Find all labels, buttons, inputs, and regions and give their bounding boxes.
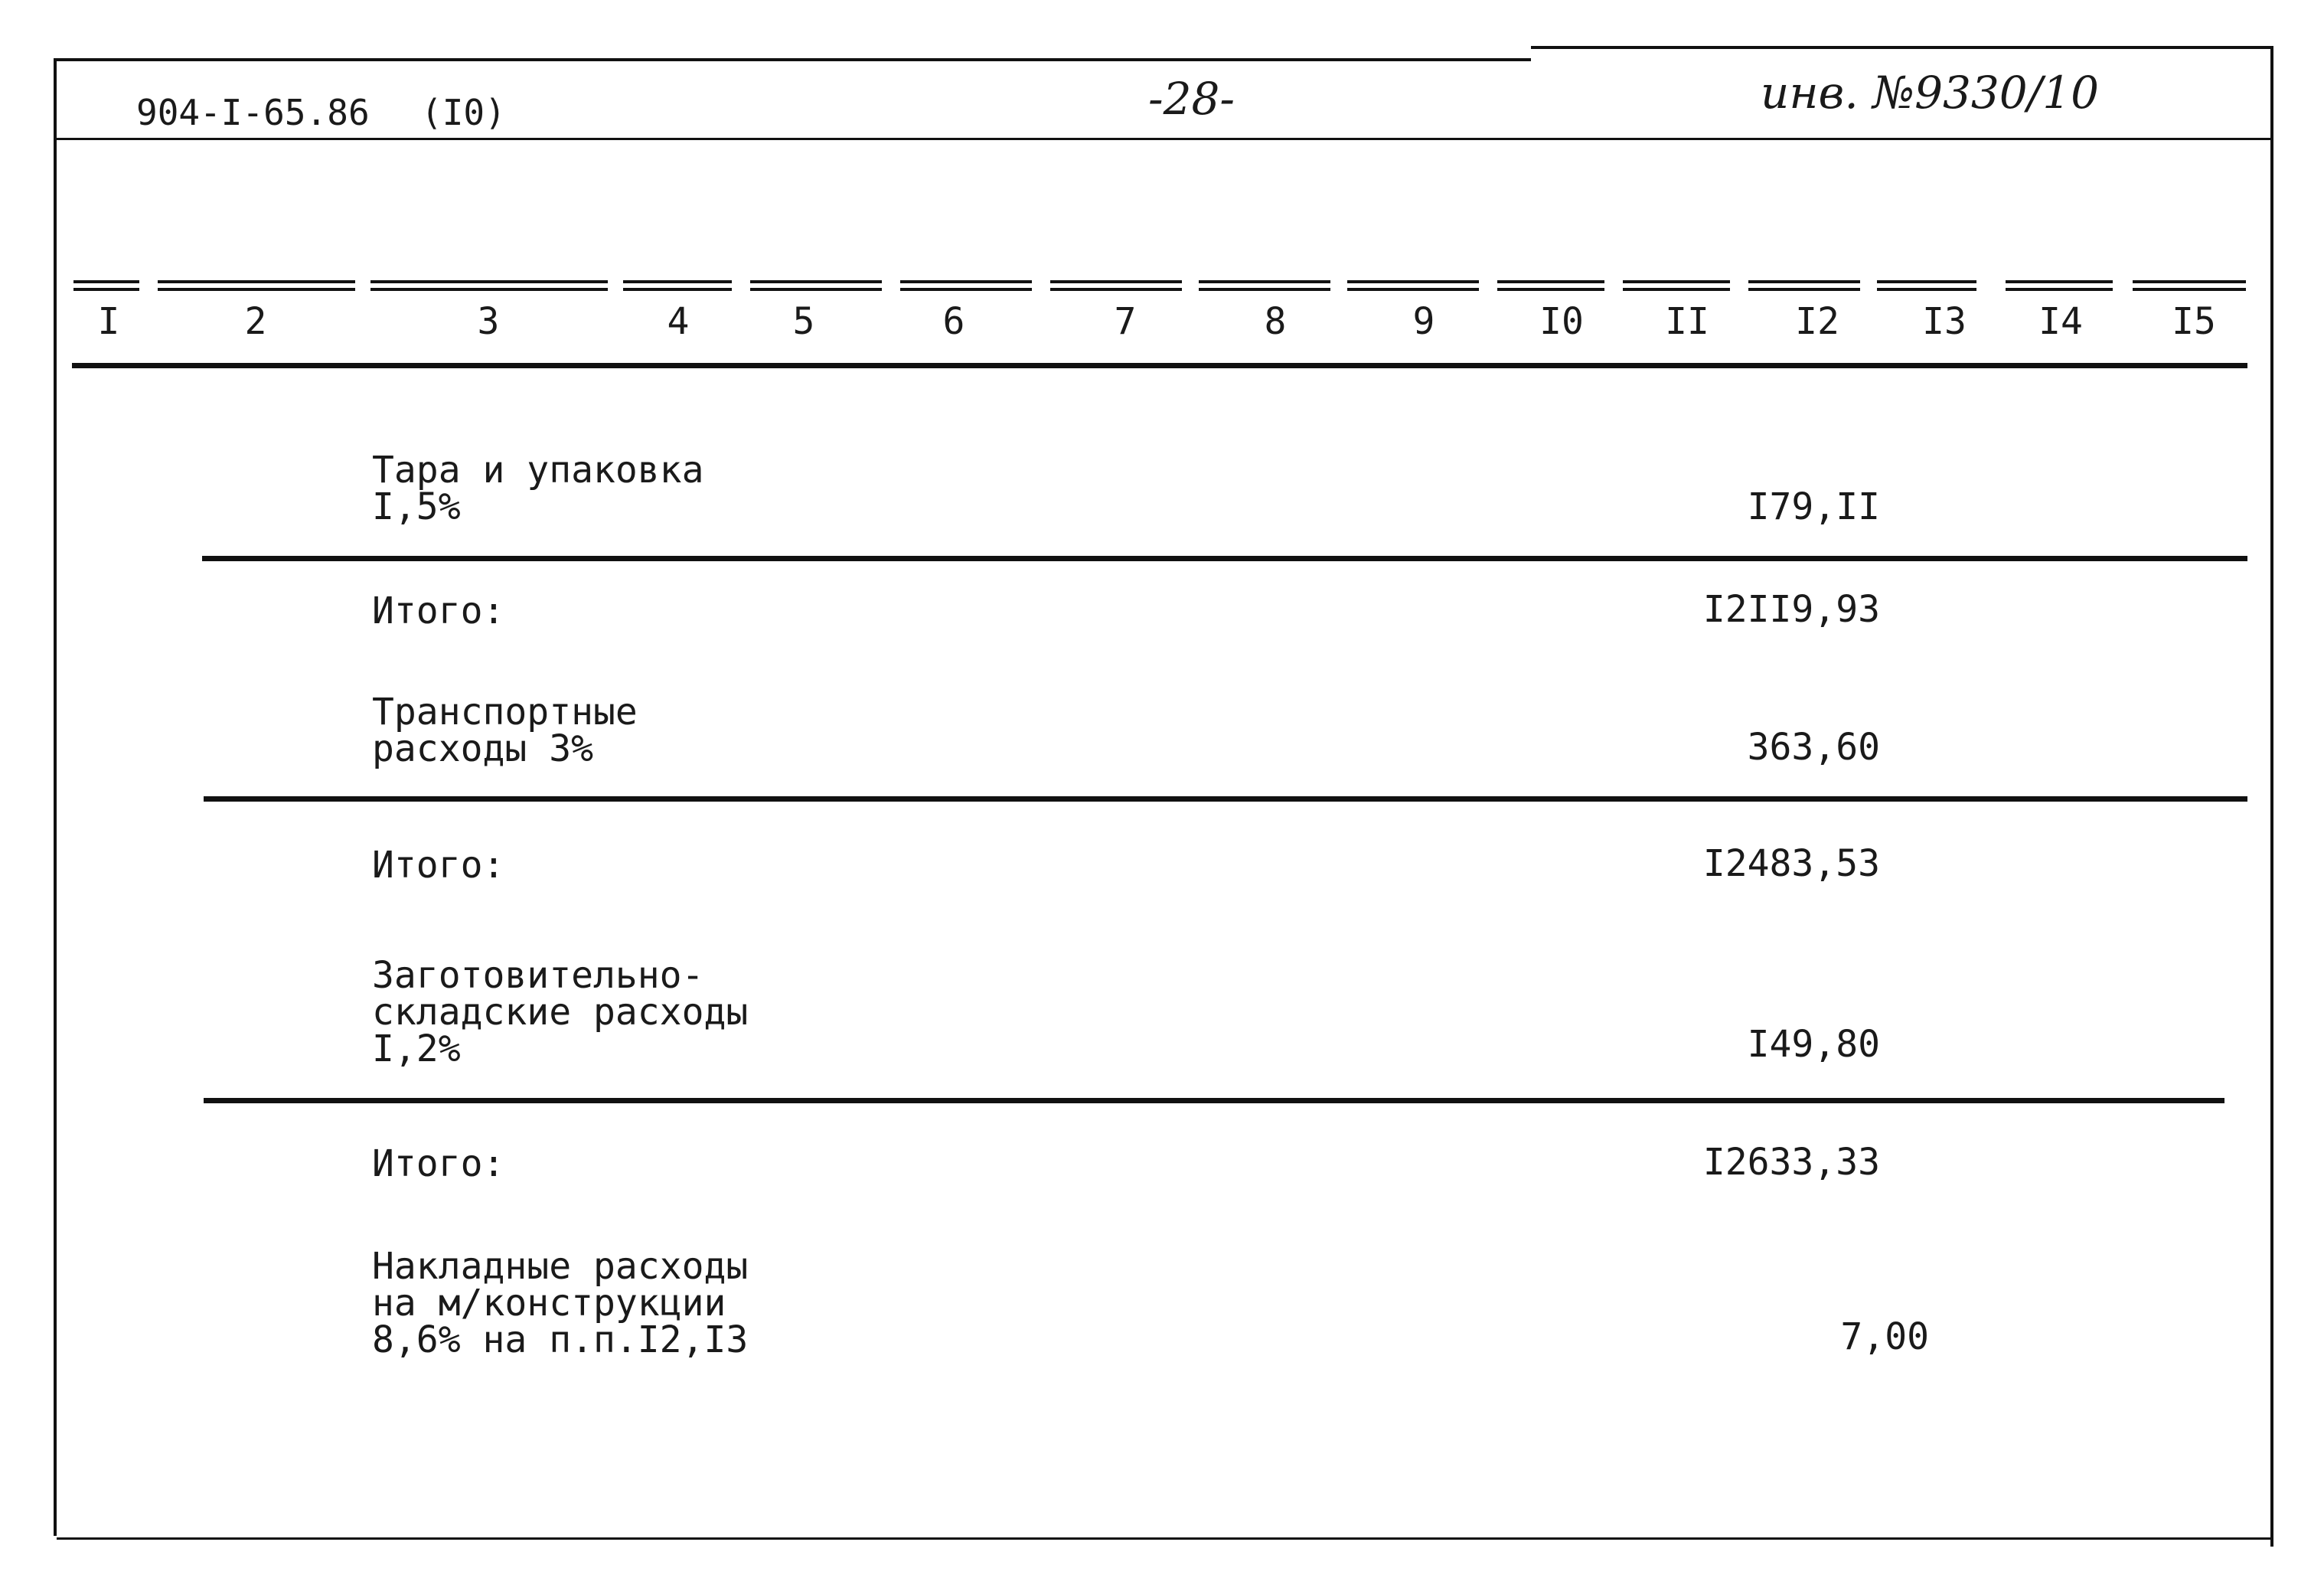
row-value: I2633,33 <box>1702 1141 1880 1184</box>
doc-code: 904-I-65.86 <box>136 92 370 133</box>
row-label: Итого: <box>372 1142 505 1185</box>
row-label: Итого: <box>372 844 505 887</box>
col-rule <box>900 280 1032 291</box>
column-number: I0 <box>1539 300 1584 343</box>
col-rule <box>73 280 139 291</box>
row-label: Накладные расходы на м/конструкции 8,6% на п.п.I2,I3 <box>372 1245 749 1361</box>
row-value: 7,00 <box>1840 1315 1929 1358</box>
column-number: 9 <box>1412 300 1435 343</box>
row-value: I49,80 <box>1747 1023 1880 1066</box>
col-rule <box>1050 280 1182 291</box>
column-number: 7 <box>1114 300 1137 343</box>
column-number: 6 <box>942 300 965 343</box>
col-rule <box>1877 280 1976 291</box>
row-label: Тара и упаковка I,5% <box>372 449 704 528</box>
col-rule <box>750 280 882 291</box>
column-number: I5 <box>2172 300 2216 343</box>
col-rule <box>1347 280 1479 291</box>
column-header-bottom-rule <box>72 363 2247 368</box>
column-number: I2 <box>1795 300 1839 343</box>
column-number: 8 <box>1264 300 1287 343</box>
inventory-number: инв. №9330/10 <box>1761 67 2100 119</box>
page-number: -28- <box>1148 73 1235 125</box>
frame-right <box>2270 46 2273 1547</box>
subtotal-rule <box>202 556 2247 561</box>
frame-top-right <box>1531 46 2273 49</box>
column-number: I3 <box>1922 300 1967 343</box>
column-number: 3 <box>477 300 500 343</box>
column-number: 5 <box>792 300 815 343</box>
col-rule <box>623 280 732 291</box>
row-label: Транспортные расходы 3% <box>372 691 638 770</box>
subtotal-rule <box>204 796 2247 802</box>
header-rule <box>57 138 2270 140</box>
column-number: I <box>97 300 120 343</box>
column-number: 2 <box>244 300 267 343</box>
col-rule <box>370 280 608 291</box>
col-rule <box>1199 280 1330 291</box>
column-number: 4 <box>667 300 690 343</box>
frame-top-left <box>54 58 1531 61</box>
row-value: I79,II <box>1747 485 1880 528</box>
col-rule <box>2006 280 2113 291</box>
subtotal-rule <box>204 1098 2224 1103</box>
col-rule <box>1748 280 1860 291</box>
column-number: I4 <box>2038 300 2083 343</box>
row-label: Итого: <box>372 590 505 632</box>
section-number: (I0) <box>421 92 506 133</box>
row-value: 363,60 <box>1747 726 1880 769</box>
col-rule <box>1623 280 1730 291</box>
col-rule <box>1497 280 1604 291</box>
col-rule <box>2133 280 2246 291</box>
column-number: II <box>1665 300 1709 343</box>
row-label: Заготовительно- складские расходы I,2% <box>372 954 749 1070</box>
frame-left <box>54 58 57 1536</box>
row-value: I2II9,93 <box>1702 588 1880 631</box>
frame-bottom <box>57 1537 2273 1540</box>
col-rule <box>158 280 355 291</box>
row-value: I2483,53 <box>1702 842 1880 885</box>
